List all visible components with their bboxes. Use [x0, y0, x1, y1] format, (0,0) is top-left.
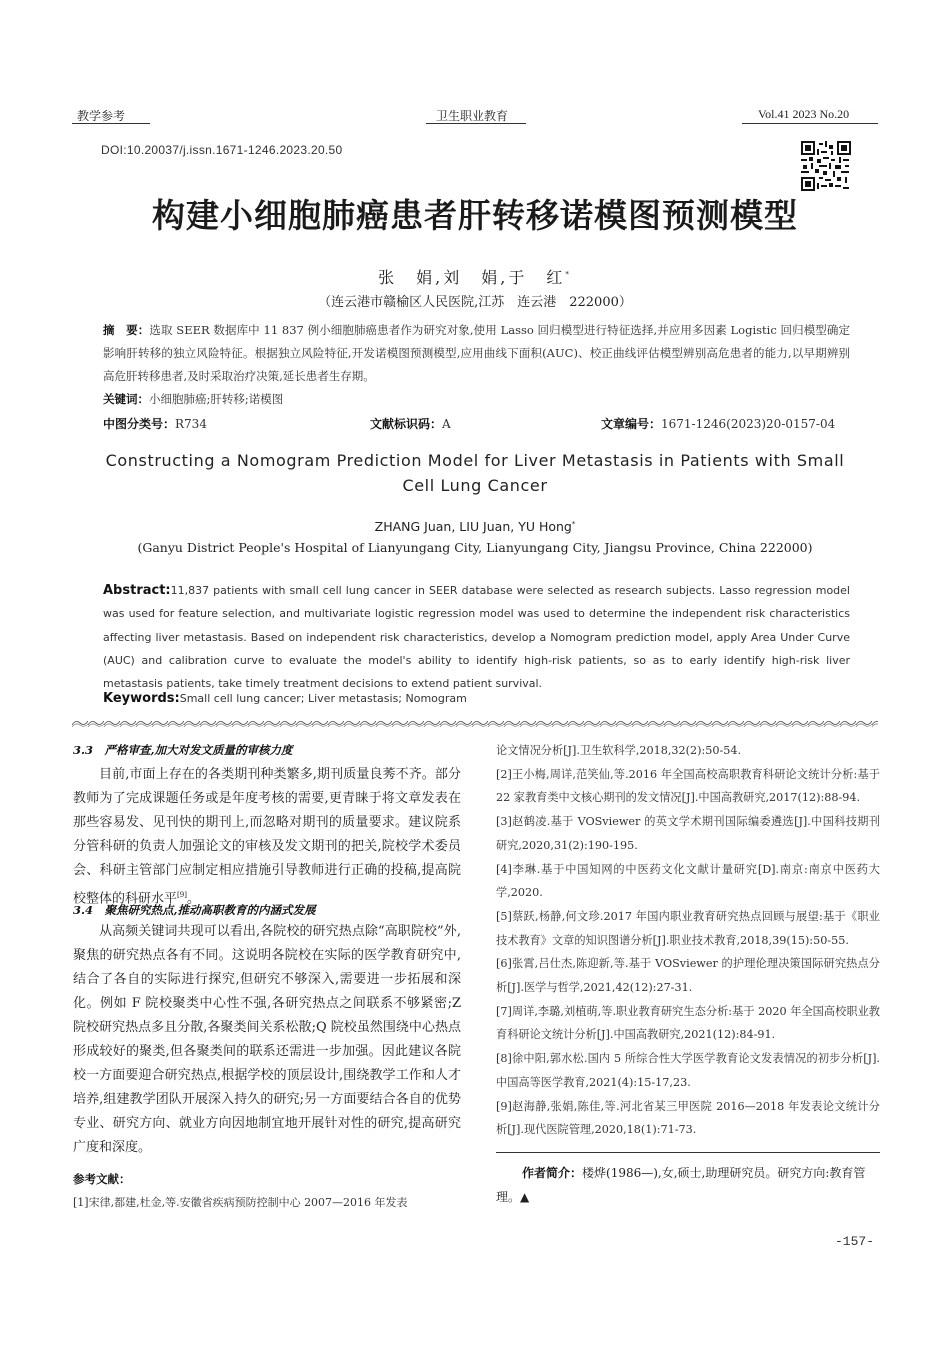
clc-value: R734: [175, 417, 207, 431]
article-number: [601, 415, 835, 432]
affiliation: （连云港市赣榆区人民医院,江苏 连云港 222000）: [318, 295, 632, 310]
section-end-3-3: 。: [186, 891, 200, 907]
section-body-3-3: [73, 763, 461, 911]
english-abstract: [103, 579, 850, 695]
keywords: [103, 388, 850, 411]
section-heading-3-4: 3.4 聚焦研究热点,推动高职教育的内涵式发展: [73, 903, 316, 917]
doc-value: A: [442, 417, 451, 431]
reference-item: [7]周详,李璐,刘植萌,等.职业教育研究生态分析:基于 2020 年全国高校职业教育科研论文统计分析[J].中国高教研究,2021(12):84-91.: [496, 1004, 880, 1042]
reference-list: [496, 739, 880, 1142]
decorative-wave-divider: [72, 717, 878, 729]
header-rule-left: [72, 123, 150, 124]
header-section-label: 教学参考: [77, 109, 126, 123]
page-number: -157-: [835, 1234, 875, 1249]
english-corresponding-mark: *: [571, 519, 576, 528]
section-heading-3-3: 3.3 严格审查,加大对发文质量的审核力度: [73, 743, 293, 757]
bio-text: 楼烨(1986—),女,硕士,助理研究员。研究方向:教育管理。: [496, 1166, 866, 1204]
reference-item: [8]徐中阳,郭水松.国内 5 所综合性大学医学教育论文发表情况的初步分析[J].中国高等医学教育,2021(4):15-17,23.: [496, 1052, 880, 1089]
english-abstract-label: Abstract:: [103, 583, 171, 598]
reference-1-continued: 论文情况分析[J].卫生软科学,2018,32(2):50-54.: [496, 744, 742, 757]
english-keywords-text: Small cell lung cancer; Liver metastasis; Nomogram: [179, 692, 467, 705]
reference-item: [2]王小梅,周详,范笑仙,等.2016 年全国高校高职教育科研论文统计分析:基于 22 家教育类中文核心期刊的发文情况[J].中国高教研究,2017(12):88-94.: [496, 767, 880, 805]
doc-label: 文献标识码：: [370, 417, 443, 431]
reference-1: [1]宋律,都建,杜金,等.安徽省疾病预防控制中心 2007—2016 年发表: [73, 1196, 408, 1209]
keywords-label: 关键词：: [103, 392, 149, 406]
header-rule-right: [742, 123, 878, 124]
author-bio: [496, 1161, 880, 1209]
bio-separator: [496, 1152, 880, 1153]
section-text-3-4: 从高频关键词共现可以看出,各院校的研究热点除“高职院校”外,聚焦的研究热点各有不同。这说明各院校在实际的医学教育研究中,结合了各自的实际进行探究,但研究不够深入,需要进一步拓展和深化。例如 F 院校聚类中心性不强,各研究热点之间联系不够紧密;Z 院校研究热点多且分散,各聚类间关系松散;Q 院校虽然围绕中心热点形成较好的聚类,但各聚类间的联系还需进一步加强。因此建议各院校一方面要迎合研究热点,根据学校的顶层设计,围绕教学工作和人才培养,组建教学团队开展深入持久的研究;另一方面要结合各自的优势专业、研究方向、就业方向因地制宜地开展针对性的研究,提高研究广度和深度。: [73, 924, 461, 1155]
abstract: [103, 319, 850, 388]
doc-code: [370, 415, 451, 432]
citation-9: [9]: [177, 891, 187, 899]
reference-item: [3]赵鹤凌.基于 VOSviewer 的英文学术期刊国际编委遴选[J].中国科技期刊研究,2020,31(2):190-195.: [496, 815, 880, 852]
author-names: 张 娟,刘 娟,于 红: [378, 268, 566, 287]
article-label: 文章编号：: [601, 417, 662, 431]
english-authors: [0, 519, 950, 534]
english-abstract-text: 11,837 patients with small cell lung cancer in SEER database were selected as research subjects. Lasso regression model was used for feature selection, and multivariate logistic regression model was used to determine the independent risk characteristics affecting liver metastasis. Based on independent risk characteristics, develop a Nomogram prediction model, apply Area Under Curve (AUC) and calibration curve to evaluate the model's ability to identify high-risk patients, so as to early identify high-risk liver metastasis patients, take timely treatment decisions to extend patient survival.: [103, 584, 850, 691]
reference-item: [4]李琳.基于中国知网的中医药文化文献计量研究[D].南京:南京中医药大学,2020.: [496, 862, 880, 900]
authors: [0, 265, 950, 288]
end-mark-icon: ▲: [520, 1190, 530, 1204]
header-journal-name: 卫生职业教育: [436, 109, 509, 123]
header-rule-center: [426, 123, 526, 124]
keywords-text: 小细胞肺癌;肝转移;诺模图: [149, 392, 284, 406]
english-keywords-label: Keywords:: [103, 691, 180, 706]
english-title: Constructing a Nomogram Prediction Model for Liver Metastasis in Patients with Small Cell Lung Cancer: [105, 451, 845, 495]
qr-code-icon: [801, 141, 851, 191]
section-body-3-4: [73, 920, 461, 1160]
abstract-text: 选取 SEER 数据库中 11 837 例小细胞肺癌患者作为研究对象,使用 Lasso 回归模型进行特征选择,并应用多因素 Logistic 回归模型确定影响肝转移的独立风险特征。根据独立风险特征,开发诺模图预测模型,应用曲线下面积(AUC)、校正曲线评估模型辨别高危患者的能力,以早期辨别高危肝转移患者,及时采取治疗决策,延长患者生存期。: [103, 323, 850, 383]
article-value: 1671-1246(2023)20-0157-04: [661, 417, 836, 431]
reference-item: [6]张霄,吕仕杰,陈迎新,等.基于 VOSviewer 的护理伦理决策国际研究热点分析[J].医学与哲学,2021,42(12):27-31.: [496, 957, 880, 995]
clc-label: 中图分类号：: [103, 417, 176, 431]
abstract-label: 摘 要：: [103, 323, 150, 337]
corresponding-author-mark: *: [565, 270, 572, 279]
section-text-3-3: 目前,市面上存在的各类期刊种类繁多,期刊质量良莠不齐。部分教师为了完成课题任务或是年度考核的需要,更青睐于将文章发表在那些容易发、见刊快的期刊上,而忽略对期刊的质量要求。建议院系分管科研的负责人加强论文的审核及发文期刊的把关,院校学术委员会、科研主管部门应制定相应措施引导教师进行正确的投稿,提高院校整体的科研水平: [73, 767, 461, 907]
bio-label: 作者简介：: [522, 1166, 583, 1180]
reference-item: [9]赵海静,张娟,陈佳,等.河北省某三甲医院 2016—2018 年发表论文统计分析[J].现代医院管理,2020,18(1):71-73.: [496, 1099, 880, 1137]
reference-item: [5]蔡跃,杨静,何文珍.2017 年国内职业教育研究热点回顾与展望:基于《职业技术教育》文章的知识图谱分析[J].职业技术教育,2018,39(15):50-55.: [496, 909, 880, 947]
references-label: 参考文献：: [73, 1172, 131, 1186]
english-keywords: [103, 691, 467, 706]
clc-number: [103, 415, 207, 432]
english-affiliation: (Ganyu District People's Hospital of Lianyungang City, Lianyungang City, Jiangsu Province, China 222000): [137, 540, 813, 555]
doi: DOI:10.20037/j.issn.1671-1246.2023.20.50: [101, 143, 343, 157]
english-author-names: ZHANG Juan, LIU Juan, YU Hong: [374, 519, 572, 534]
article-title: 构建小细胞肺癌患者肝转移诺模图预测模型: [152, 196, 798, 235]
header-volume-info: Vol.41 2023 No.20: [758, 107, 850, 121]
